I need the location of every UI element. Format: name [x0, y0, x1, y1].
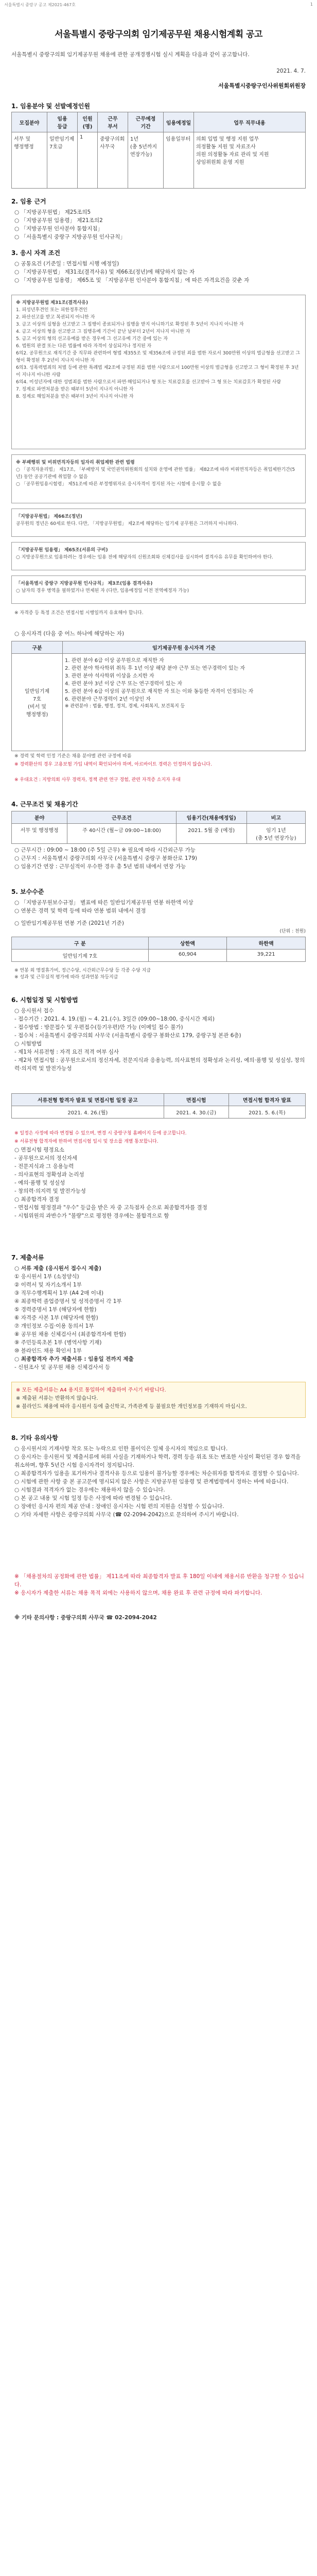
- list-item: 7. 징계로 파면처분을 받은 때부터 5년이 지나지 아니한 자: [16, 387, 134, 392]
- box-label: 「지방공무원법」 제66조(정년): [16, 514, 82, 519]
- list-item: ※ 연봉 외 명절휴가비, 정근수당, 시간외근무수당 등 각종 수당 지급: [14, 968, 151, 973]
- salary-notes: [14, 968, 306, 981]
- table-cell: 2021. 4. 26.(월): [12, 1106, 164, 1118]
- list-item: ④ 최종학력 졸업증명서 및 성적증명서 각 1부: [14, 1298, 122, 1304]
- career-note: ※ 경력환산의 경우 고용보험 가입 내역이 확인되어야 하며, 아르바이트 경력은 인정하지 않습니다.: [14, 762, 212, 767]
- table-header: 임용예정일: [164, 112, 194, 132]
- list-item: ⑧ 공무원 채용 신체검사서 (최종합격자에 한함): [14, 1331, 126, 1337]
- table-cell: 임용일부터: [164, 132, 194, 189]
- intro-text: 서울특별시 중랑구의회 임기제공무원 채용에 관한 공개경쟁시험 실시 계획을 다음과 같이 공고합니다.: [11, 52, 250, 58]
- table-cell: 39,221: [227, 950, 306, 962]
- list-item: - 창의력·의지력 및 발전가능성: [14, 1188, 86, 1194]
- list-item: 1. 피성년후견인 또는 피한정후견인: [16, 308, 87, 313]
- table-row: [12, 132, 306, 189]
- list-item: ○ 공통요건 (기준일 : 면접시험 시행 예정일): [14, 261, 119, 267]
- list-item: ※ 제출된 서류는 반환하지 않습니다.: [16, 1396, 98, 1401]
- box-label: 「서울특별시 중랑구 지방공무원 인사규칙」 제3조(임용 결격사유): [16, 581, 153, 586]
- contact-footer: ※ 기타 문의사항 : 중랑구의회 사무국 ☎ 02-2094-2042: [14, 1615, 157, 1621]
- table-cell: 주 40시간 (월~금 09:00~18:00): [67, 824, 176, 844]
- page-title: 서울특별시 중랑구의회 임기제공무원 채용시험계획 공고: [55, 29, 262, 40]
- table-header: 면접시험: [164, 1094, 228, 1106]
- table-header: 상한액: [148, 937, 227, 950]
- retirement-box: [11, 509, 306, 537]
- list-item: ※ 성과 및 근무실적 평가에 따라 성과연봉 차등지급: [14, 975, 118, 980]
- list-item: - 전문지식과 그 응용능력: [14, 1163, 74, 1170]
- list-item: ○ 응시원서 접수: [14, 1008, 54, 1014]
- table-header: 하한액: [227, 937, 306, 950]
- recruitment-table: [11, 112, 306, 189]
- qualification-intro: ○ 응시자격 (다음 중 어느 하나에 해당하는 자): [14, 631, 125, 637]
- box-label: ※ 부패행위 및 비위면직자등의 일자리 취업제한 관련 법령: [16, 460, 135, 465]
- table-header-row: [12, 1094, 306, 1106]
- list-item: ○ 근무시간 : 09:00 ~ 18:00 (주 5일 근무) ※ 필요에 따라 시간외근무 가능: [14, 847, 196, 853]
- list-item: 2. 관련 분야 학사학위 취득 후 1년 이상 해당 분야 근무 또는 연구경력이 있는 자: [65, 666, 245, 671]
- issuer: 서울특별시중랑구인사위원회위원장: [218, 82, 306, 89]
- list-item: - 면접시험 평정결과 "우수" 등급을 받은 자 중 고득점자 순으로 최종합격자를 결정: [14, 1205, 207, 1211]
- list-item: ※ 블라인드 채용에 따라 응시원서 등에 출신학교, 가족관계 등 불필요한 개인정보를 기재하지 마십시오.: [16, 1404, 247, 1410]
- list-item: ※ 모든 제출서류는 A4 용지로 통일하여 제출하여 주시기 바랍니다.: [16, 1387, 166, 1393]
- list-item: ○ 장애인 응시자 편의 제공 안내 : 장애인 응시자는 시험 편의 지원을 신청할 수 있습니다.: [14, 1503, 224, 1510]
- list-item: 1. 관련 분야 6급 이상 공무원으로 재직한 자: [65, 658, 164, 664]
- list-item: ○ 연봉은 경력 및 학력 등에 따라 연봉 범위 내에서 결정: [14, 908, 146, 914]
- list-item: 5. 관련 분야 6급 이상의 공무원으로 재직한 자 또는 이와 동등한 자격이 인정되는 자: [65, 689, 254, 694]
- salary-table: [11, 937, 306, 962]
- list-item: ○ 응시원서의 기재사항 착오 또는 누락으로 인한 불이익은 일체 응시자의 책임으로 합니다.: [14, 1446, 228, 1452]
- list-item: ※ 「채용절차의 공정화에 관한 법률」 제11조에 따라 최종합격자 발표 후 180일 이내에 채용서류 반환을 청구할 수 있습니다.: [14, 1573, 304, 1588]
- list-item: 6의2. 공무원으로 재직기간 중 직무와 관련하여 형법 제355조 및 제356조에 규정된 죄를 범한 자로서 300만원 이상의 벌금형을 선고받고 그 형이 확정된 후 2년이 지나지 아니한 자: [16, 351, 301, 363]
- table-header-row: [12, 937, 306, 950]
- list-item: ○ 「지방공무원 인사분야 통합지침」: [14, 226, 103, 232]
- list-item: ○ 시험방법: [14, 1041, 42, 1047]
- table-header-row: [12, 811, 306, 824]
- military-rule-box: [11, 575, 306, 604]
- conditions-notes: [14, 846, 306, 871]
- list-item: 8. 징계로 해임처분을 받은 때부터 3년이 지나지 아니한 자: [16, 394, 134, 399]
- list-item: ③ 직무수행계획서 1부 (A4 2매 이내): [14, 1290, 104, 1296]
- list-item: ○ 근무지 : 서울특별시 중랑구의회 사무국 (서울특별시 중랑구 봉화산로 179): [14, 855, 197, 861]
- list-item: ○ 면접시험 평정요소: [14, 1147, 64, 1153]
- salary-table-caption: ○ 일반임기제공무원 연봉 기준 (2021년 기준): [14, 920, 124, 926]
- conditions-table: [11, 811, 306, 844]
- notes-list: [14, 1445, 306, 1519]
- schedule-notes: [14, 1129, 306, 1220]
- announce-date: 2021. 4. 7.: [276, 68, 306, 74]
- list-item: ○ 「지방공무원 임용령」 제65조 및 「지방공무원 인사분야 통합지침」에 따른 자격요건을 갖춘 자: [14, 277, 250, 283]
- notes-red-list: [14, 1572, 306, 1597]
- table-header: 면접시험 합격자 발표: [228, 1094, 305, 1106]
- disqualification-box: [11, 295, 306, 449]
- table-cell: 2021. 5. 6.(목): [228, 1106, 305, 1118]
- list-item: - 접수기간 : 2021. 4. 19.(월) ~ 4. 21.(수), 3일간 (09:00~18:00, 중식시간 제외): [14, 1016, 215, 1022]
- table-header: 임용기간(채용예정일): [176, 811, 246, 824]
- box-text: 공무원의 정년은 60세로 한다. 다만, 「지방공무원법」 제2조에 해당하는 임기제 공무원은 그러하지 아니하다.: [16, 521, 238, 527]
- list-item: 6의4. 미성년자에 대한 성범죄를 범한 사람으로서 파면·해임되거나 형 또는 치료감호를 선고받아 그 형 또는 치료감호가 확정된 사람: [16, 380, 281, 385]
- list-item: - 의사표현의 정확성과 논리성: [14, 1172, 84, 1178]
- list-item: ○ 최종합격자가 임용을 포기하거나 결격사유 등으로 임용이 불가능할 경우에는 차순위자를 합격자로 결정할 수 있습니다.: [14, 1470, 299, 1477]
- section-5-title: 5. 보수수준: [11, 888, 44, 895]
- list-item: - 공무원으로서의 정신자세: [14, 1155, 78, 1161]
- table-header-row: [12, 641, 306, 654]
- list-item: - 시험위원의 과반수가 "불량"으로 평정한 경우에는 불합격으로 함: [14, 1213, 169, 1219]
- table-cell: 일반임기제 7호 (비서 및 행정행정): [12, 654, 63, 751]
- table-row: [12, 950, 306, 962]
- table-header: 구분: [12, 641, 63, 654]
- list-item: ○ 「서울특별시 중랑구 지방공무원 인사규칙」: [14, 234, 126, 240]
- list-item: 6의3. 성폭력범죄의 처벌 등에 관한 특례법 제2조에 규정된 죄를 범한 사람으로서 100만원 이상의 벌금형을 선고받고 그 형이 확정된 후 3년이 지나지 아니한 사람: [16, 365, 299, 378]
- list-item: ○ 응시자는 응시원서 및 제출서류에 허위 사실을 기재하거나 학력, 경력 등을 위조 또는 변조한 사실이 확인된 경우 합격을 취소하며, 향후 5년간 시험 응시자격이 정지됩니다.: [14, 1454, 301, 1468]
- table-cell: 60,904: [148, 950, 227, 962]
- table-header: 구 분: [12, 937, 149, 950]
- table-cell: 서무 및 행정행정: [12, 824, 67, 844]
- list-item: ○ 최종합격자 추가 제출서류 : 임용일 전까지 제출: [14, 1356, 134, 1362]
- table-header: 임기제공무원 응시자격 기준: [63, 641, 306, 654]
- list-item: ○ 「공무원임용시험령」 제51조에 따른 부정행위자로 응시자격이 정지된 자는 시험에 응시할 수 없음: [16, 482, 222, 487]
- table-header: 근무조건: [67, 811, 176, 824]
- list-item: ⑦ 개인정보 수집·이용 동의서 1부: [14, 1323, 94, 1329]
- salary-unit: (단위 : 천원): [279, 929, 306, 934]
- list-item: 4. 금고 이상의 형을 선고받고 그 집행유예 기간이 끝난 날부터 2년이 지나지 아니한 자: [16, 329, 190, 334]
- table-row: [12, 824, 306, 844]
- list-item: ※ 일정은 사정에 따라 변경될 수 있으며, 변경 시 중랑구청 홈페이지 등에 공고합니다.: [14, 1131, 187, 1136]
- list-item: - 접수방법 : 방문접수 및 우편접수(등기우편)만 가능 (이메일 접수 불가): [14, 1024, 183, 1030]
- table-header: 서류전형 합격자 발표 및 면접시험 일정 공고: [12, 1094, 164, 1106]
- box-label: 「지방공무원 임용령」 제65조(서류의 구비): [16, 548, 108, 553]
- list-item: ○ 「지방공무원법」 제25조의5: [14, 209, 91, 215]
- box-text: ○ 지방공무원으로 임용하려는 경우에는 임용 전에 해당자의 신원조회와 신체검사를 실시하여 결격사유 유무를 확인하여야 한다.: [16, 555, 273, 560]
- list-item: ○ 「공직자윤리법」 제17조, 「부패방지 및 국민권익위원회의 설치와 운영에 관한 법률」 제82조에 따라 비위면직자등은 취업제한기간(5년) 동안 공공기관에 취업할 수 없음: [16, 467, 295, 480]
- list-item: ○ 본 공고 내용 및 시험 일정 등은 사정에 따라 변경될 수 있습니다.: [14, 1495, 172, 1501]
- qualification-list: [14, 260, 306, 284]
- legal-basis-list: [14, 208, 126, 241]
- list-item: ※ 응시자가 제출한 서류는 채용 목적 외에는 사용하지 않으며, 채용 완료 후 관련 규정에 따라 파기합니다.: [14, 1590, 262, 1596]
- section-4-title: 4. 근무조건 및 채용기간: [11, 801, 78, 808]
- section-8-title: 8. 기타 유의사항: [11, 1434, 58, 1442]
- schedule-list: [14, 1007, 306, 1073]
- list-item: ○ 임용기간 연장 : 근무실적이 우수한 경우 총 5년 범위 내에서 연장 가능: [14, 863, 186, 870]
- list-item: - 접수처 : 서울특별시 중랑구의회 사무국 (서울특별시 중랑구 봉화산로 179, 중랑구청 본관 6층): [14, 1032, 241, 1039]
- list-item: - 제2차 면접시험 : 공무원으로서의 정신자세, 전문지식과 응용능력, 의사표현의 정확성과 논리성, 예의·품행 및 성실성, 창의력·의지력 및 발전가능성: [14, 1057, 305, 1072]
- table-header-row: [12, 112, 306, 132]
- list-item: ○ 최종합격자 결정: [14, 1196, 59, 1202]
- documents-rule-box: [11, 542, 306, 570]
- list-item: ⑩ 블라인드 채용 확인서 1부: [14, 1348, 82, 1354]
- list-item: 6. 관련분야 근무경력이 2년 이상인 자: [65, 697, 151, 702]
- table-header: 임용 등급: [47, 112, 78, 132]
- section-3-title: 3. 응시 자격 조건: [11, 249, 60, 257]
- list-item: 3. 관련 분야 석사학위 이상을 소지한 자: [65, 673, 154, 679]
- table-cell: 2021. 4. 30.(금): [164, 1106, 228, 1118]
- table-header: 모집분야: [12, 112, 47, 132]
- table-header: 업무 직무내용: [194, 112, 306, 132]
- list-item: ① 응시원서 1부 (소정양식): [14, 1274, 79, 1280]
- table-cell: 의회 입법 및 행정 지원 업무 의정활동 지원 및 자료조사 의원 의정활동 자료 관리 및 지원 상임위원회 운영 지원: [194, 132, 306, 189]
- table-row: [12, 654, 306, 751]
- list-item: ○ 「지방공무원 임용령」 제21조의2: [14, 217, 103, 224]
- list-item: ○ 서류 제출 (응시원서 접수시 제출): [14, 1265, 101, 1272]
- table-cell: 2021. 5월 중 (예정): [176, 824, 246, 844]
- validity-note: ※ 자격증 등 특정 조건은 면접시험 시행일까지 유효해야 합니다.: [14, 611, 144, 616]
- list-item: - 신원조사 및 공무원 채용 신체검사서 등: [14, 1364, 111, 1370]
- schedule-table: [11, 1093, 306, 1118]
- list-item: 2. 파산선고를 받고 복권되지 아니한 자: [16, 315, 95, 320]
- table-header: 인원 (명): [78, 112, 98, 132]
- table-cell: 중랑구의회 사무국: [98, 132, 128, 189]
- table-header: 근무예정 기간: [128, 112, 164, 132]
- table-cell: 임기 1년 (총 5년 연장가능): [246, 824, 305, 844]
- list-item: 3. 금고 이상의 실형을 선고받고 그 집행이 종료되거나 집행을 받지 아니하기로 확정된 후 5년이 지나지 아니한 자: [16, 322, 244, 327]
- announcement-number: 서울특별시 중랑구 공고 제2021-467호: [4, 3, 76, 7]
- list-item: ⑤ 경력증명서 1부 (해당자에 한함): [14, 1307, 97, 1313]
- list-item: - 제1차 서류전형 : 자격 요건 적격 여부 심사: [14, 1049, 119, 1055]
- qualification-note: ※ 경력 및 학력 인정 기준은 채용 분야별 관련 규정에 따름: [14, 754, 132, 759]
- list-item: ○ 기타 자세한 사항은 중랑구의회 사무국 (☎ 02-2094-2042)으로 문의하여 주시기 바랍니다.: [14, 1512, 239, 1518]
- table-cell: 일반임기제 7호: [12, 950, 149, 962]
- box-label: ※ 지방공무원법 제31조(결격사유): [16, 300, 89, 306]
- section-2-title: 2. 임용 근거: [11, 198, 46, 205]
- table-row: [12, 1106, 306, 1118]
- list-item: ○ 「지방공무원법」 제31조(결격사유) 및 제66조(정년)에 해당하지 않는 자: [14, 269, 195, 275]
- list-item: ⑥ 자격증 사본 1부 (해당자에 한함): [14, 1315, 98, 1321]
- list-item: 4. 관련 분야 3년 이상 근무 또는 연구경력이 있는 자: [65, 681, 183, 687]
- list-item: ② 이력서 및 자기소개서 1부: [14, 1282, 82, 1288]
- table-header: 근무 부서: [98, 112, 128, 132]
- table-cell: [63, 654, 306, 751]
- table-cell: 1: [78, 132, 98, 189]
- list-item: 6. 법원의 판결 또는 다른 법률에 따라 자격이 상실되거나 정지된 자: [16, 344, 152, 349]
- list-item: ⑨ 주민등록초본 1부 (병역사항 기재): [14, 1340, 102, 1346]
- documents-highlight-box: [11, 1382, 306, 1418]
- table-cell: 1년 (총 5년까지 연장가능): [128, 132, 164, 189]
- list-item: ※ 서류전형 합격자에 한하여 면접시험 일시 및 장소를 개별 통보합니다.: [14, 1139, 158, 1144]
- section-7-title: 7. 제출서류: [11, 1254, 44, 1261]
- list-item: ※ 관련분야 : 법률, 행정, 정치, 경제, 사회복지, 보건복지 등: [65, 704, 185, 709]
- list-item: 5. 금고 이상의 형의 선고유예를 받은 경우에 그 선고유예 기간 중에 있는 자: [16, 336, 168, 342]
- salary-list: [14, 899, 306, 915]
- section-1-title: 1. 임용분야 및 선발예정인원: [11, 103, 90, 110]
- list-item: ○ 시험에 관한 사항 중 본 공고문에 명시되지 않은 사항은 지방공무원 임용령 및 관계법령에서 정하는 바에 따릅니다.: [14, 1479, 289, 1485]
- qualification-table: [11, 641, 306, 751]
- list-item: ○ 시험결과 적격자가 없는 경우에는 채용하지 않을 수 있습니다.: [14, 1487, 165, 1493]
- corruption-box: [11, 454, 306, 503]
- box-text: ○ 남자의 경우 병역을 필하였거나 면제된 자 (다만, 임용예정일 이전 전역예정자 가능): [16, 588, 189, 594]
- page-number: 1: [310, 2, 313, 7]
- table-cell: 서무 및 행정행정: [12, 132, 47, 189]
- table-cell: 일반임기제 7호급: [47, 132, 78, 189]
- documents-list: [14, 1264, 306, 1371]
- document: [0, 6, 317, 2576]
- table-header: 분야: [12, 811, 67, 824]
- preference-note: ※ 우대요건 : 지방의회 사무 경력자, 정책 관련 연구 경험, 관련 자격증 소지자 우대: [14, 777, 181, 783]
- table-header: 비고: [246, 811, 305, 824]
- list-item: - 예의·품행 및 성실성: [14, 1180, 65, 1186]
- section-6-title: 6. 시험일정 및 시험방법: [11, 996, 78, 1004]
- list-item: ○ 「지방공무원보수규정」 별표에 따른 일반임기제공무원 연봉 하한액 이상: [14, 900, 193, 906]
